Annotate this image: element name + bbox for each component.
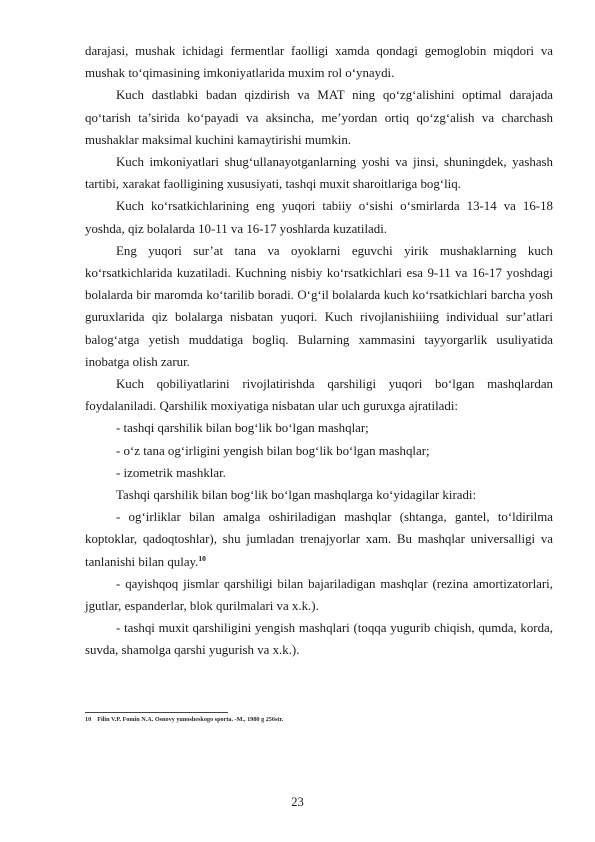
paragraph: - tashqi muxit qarshiligini yengish mashqlari (toqqa yugurib chiqish, qumda, korda, suvda, shamolga qarshi yugurish va x.k.). xyxy=(85,621,553,658)
footnote-separator xyxy=(85,712,228,713)
paragraph: - qayishqoq jismlar qarshiligi bilan bajariladigan mashqlar (rezina amortizatorlari, jgutlar, espanderlar, blok qurilmalari va x.k.). xyxy=(85,576,553,614)
paragraph: Tashqi qarshilik bilan bog‘lik bo‘lgan mashqlarga ko‘yidagilar kiradi: xyxy=(116,488,477,503)
paragraph: Kuch dastlabki badan qizdirish va MAT ning qo‘zg‘alishini optimal darajada qo‘tarish ta’sirida ko‘payadi va aksincha, me’yordan ortiq qo‘zg‘alish va charchash mushaklar maksimal kuchini kamaytirishi mumkin. xyxy=(85,88,553,147)
footnote-text: Filin V.P, Fomin N.A. Osnovy yunosheskogo sporta. -M., 1980 g 256str. xyxy=(97,716,284,723)
paragraph: darajasi, mushak ichidagi fermentlar faolligi xamda qondagi gemoglobin miqdori va mushak to‘qimasining imkoniyatlarida muxim rol o‘ynaydi. xyxy=(85,44,553,81)
list-item: - izometrik mashklar. xyxy=(116,465,226,480)
paragraph: Kuch ko‘rsatkichlarining eng yuqori tabiiy o‘sishi o‘smirlarda 13-14 va 16-18 yoshda, qiz bolalarda 10-11 va 16-17 yoshlarda kuzatiladi. xyxy=(85,199,553,236)
paragraph: Eng yuqori sur’at tana va oyoklarni eguvchi yirik mushaklarning kuch ko‘rsatkichlarida kuzatiladi. Kuchning nisbiy ko‘rsatkichlari esa 9-11 va 16-17 yoshdagi bolalarda bir maromda ko‘tarilib boradi. O‘g‘il bolalarda kuch ko‘rsatkichlari barcha yosh guruxlarida qiz bolalarga nisbatan yuqori. Kuch rivojlanishiiing individual sur’atlari balog‘atga yetish muddatiga bogliq. Bularning xammasini tayyorgarlik usuliyatida inobatga olish zarur. xyxy=(85,243,553,369)
paragraph-text: - og‘irliklar bilan amalga oshiriladigan mashqlar (shtanga, gantel, to‘ldirilma koptoklar, qadoqtoshlar), shu jumladan trenajyorlar xam. Bu mashqlar universalligi va tanlanishi bilan qulay. xyxy=(85,510,553,569)
paragraph-with-footnote xyxy=(85,506,553,573)
list-item: - tashqi qarshilik bilan bog‘lik bo‘lgan mashqlar; xyxy=(116,421,369,436)
list-item: - o‘z tana og‘irligini yengish bilan bog‘lik bo‘lgan mashqlar; xyxy=(116,443,430,458)
footnote xyxy=(85,715,553,724)
paragraph: Kuch imkoniyatlari shug‘ullanayotganlarning yoshi va jinsi, shuningdek, yashash tartibi, xarakat faolligining xususiyati, tashqi muxit sharoitlariga bog‘liq. xyxy=(85,155,553,192)
body-text xyxy=(85,40,553,662)
paragraph: Kuch qobiliyatlarini rivojlatirishda qarshiligi yuqori bo‘lgan mashqlardan foydalaniladi. Qarshilik moxiyatiga nisbatan ular uch guruxga ajratiladi: xyxy=(85,377,553,414)
footnote-reference[interactable]: 10 xyxy=(198,553,206,563)
page-number: 23 xyxy=(291,795,304,809)
footnote-mark: 10 xyxy=(85,716,92,723)
